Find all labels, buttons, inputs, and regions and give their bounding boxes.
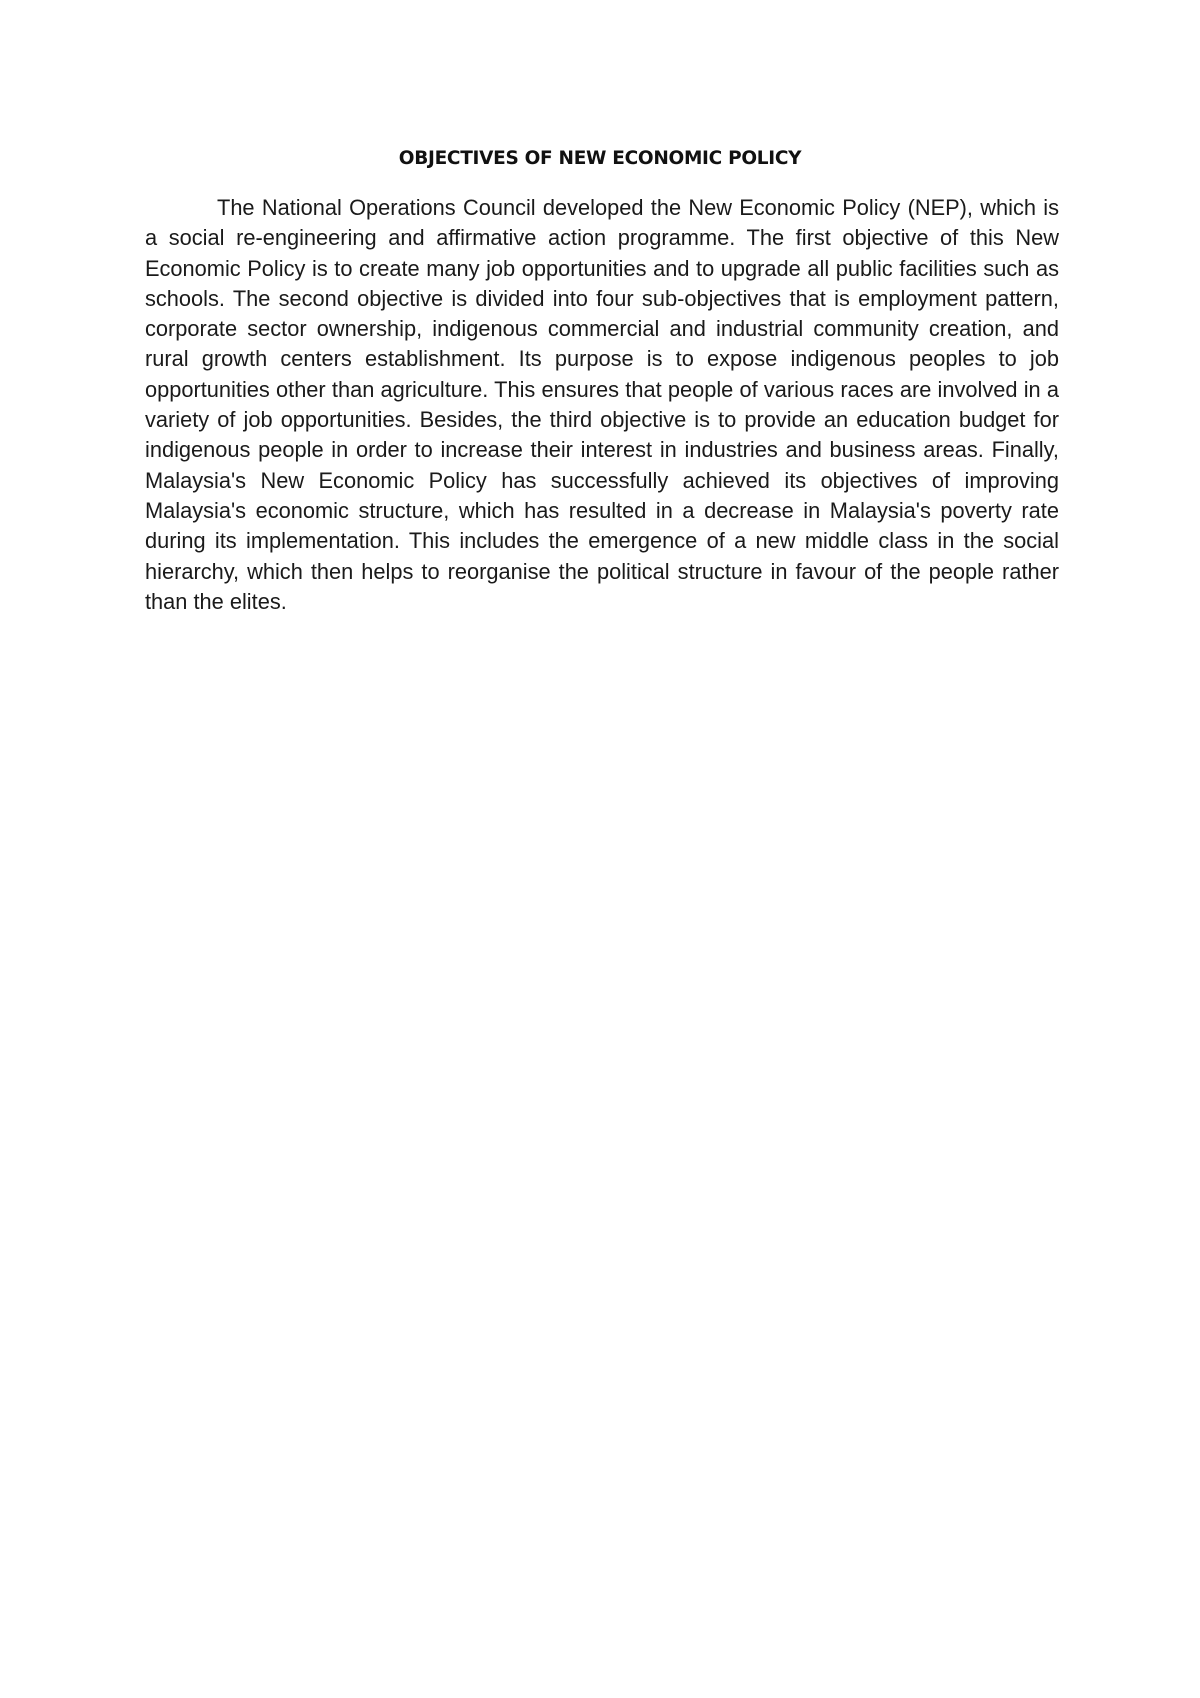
document-title: OBJECTIVES OF NEW ECONOMIC POLICY: [398, 148, 802, 169]
document-body-paragraph: The National Operations Council developed the New Economic Policy (NEP), which is a social re-engineering and affirmative action programme. The first objective of this New Economic Policy is to create many job opportunities and to upgrade all public facilities such as schools. The second objective is divided into four sub-objectives that is employment pattern, corporate sector ownership, indigenous commercial and industrial community creation, and rural growth centers establishment. Its purpose is to expose indigenous peoples to job opportunities other than agriculture. This ensures that people of various races are involved in a variety of job opportunities. Besides, the third objective is to provide an education budget for indigenous people in order to increase their interest in industries and business areas. Finally, Malaysia's New Economic Policy has successfully achieved its objectives of improving Malaysia's economic structure, which has resulted in a decrease in Malaysia's poverty rate during its implementation. This includes the emergence of a new middle class in the social hierarchy, which then helps to reorganise the political structure in favour of the people rather than the elites.: [145, 195, 1059, 614]
